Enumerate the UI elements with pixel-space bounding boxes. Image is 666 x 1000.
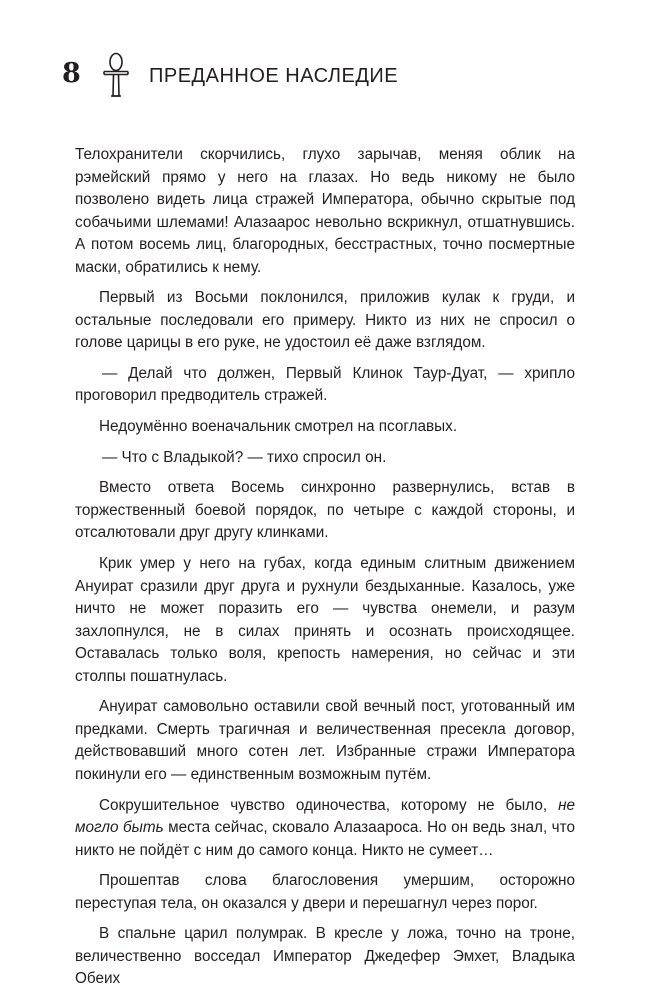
dialogue-paragraph: — Что с Владыкой? — тихо спросил он.: [102, 448, 387, 466]
paragraph: Недоумённо военачальник смотрел на псоглавых.: [99, 418, 458, 436]
paragraph-with-emphasis: [75, 795, 575, 863]
paragraph-text-end: места сейчас, сковало Алазаароса. Но он ведь знал, что никто не пойдёт с ним до самого конца. Никто не сумеет…: [75, 819, 575, 859]
dialogue-paragraph: — Делай что должен, Первый Клинок Таур-Дуат, — хрипло проговорил предводитель стражей.: [75, 364, 575, 405]
paragraph: Телохранители скорчились, глухо зарычав, меняя облик на рэмейский прямо у него на глазах. Но ведь никому не было позволено видеть лица стражей Императора, обычно скрытые под собачьими шлемами! Алазаарос невольно вскрикнул, отшатнувшись. А потом восемь лиц, благородных, бесстрастных, точно посмертные маски, обратились к нему.: [75, 146, 575, 276]
running-header: [62, 52, 607, 102]
ankh-icon: [102, 52, 130, 98]
emphasized-text: не могло быть: [75, 796, 575, 836]
paragraph: Первый из Восьми поклонился, приложив кулак к груди, и остальные последовали его примеру. Никто из них не спросил о голове царицы в его руке, не удостоил её даже взглядом.: [75, 289, 575, 352]
paragraph: Прошептав слова благословения умершим, осторожно переступая тела, он оказался у двери и перешагнул через порог.: [75, 872, 575, 912]
paragraph-text-start: Сокрушительное чувство одиночества, которому не было,: [99, 796, 559, 814]
paragraph: Ануират самовольно оставили свой вечный пост, уготованный им предками. Смерть трагичная и величественная пресекла договор, действовавший много сотен лет. Избранные стражи Императора покинули его — единственным возможным путём.: [75, 698, 575, 783]
paragraph: В спальне царил полумрак. В кресле у ложа, точно на троне, величественно восседал Император Джедефер Эмхет, Владыка Обеих: [75, 925, 575, 988]
page-number: 8: [62, 58, 81, 89]
paragraph: Крик умер у него на губах, когда единым слитным движением Ануират сразили друг друга и рухнули бездыханные. Казалось, уже ничто не может поразить его — чувства онемели, и разум захлопнулся, не в силах принять и осознать происходящее. Оставалась только воля, крепость намерения, но сейчас и эти столпы пошатнулась.: [75, 555, 575, 685]
paragraph: Вместо ответа Восемь синхронно развернулись, встав в торжественный боевой порядок, по четыре с каждой стороны, и отсалютовали друг другу клинками.: [75, 479, 575, 542]
body-text: [75, 144, 575, 991]
running-title: ПРЕДАННОЕ НАСЛЕДИЕ: [149, 65, 399, 87]
